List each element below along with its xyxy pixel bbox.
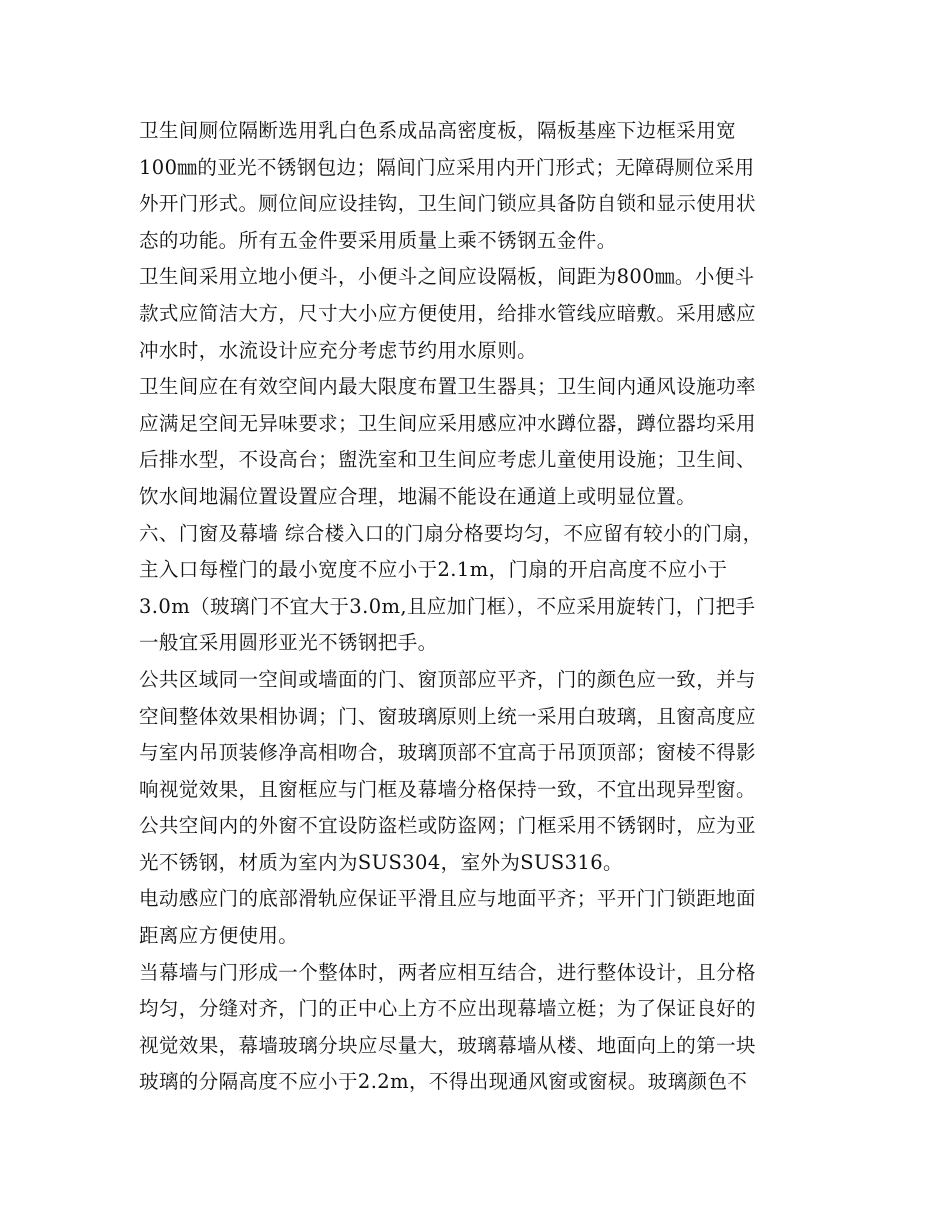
text-line: 距离应方便使用。 xyxy=(139,924,299,948)
text-line: 空间整体效果相协调；门、窗玻璃原则上统一采用白玻璃，且窗高度应 xyxy=(139,704,756,728)
text-line: 公共区域同一空间或墙面的门、窗顶部应平齐，门的颜色应一致，并与 xyxy=(139,667,756,691)
text-line: 光不锈钢，材质为室内为SUS304，室外为SUS316。 xyxy=(139,850,623,874)
text-line: 卫生间采用立地小便斗，小便斗之间应设隔板，间距为800㎜。小便斗 xyxy=(139,265,755,289)
text-line: 卫生间应在有效空间内最大限度布置卫生器具；卫生间内通风设施功率 xyxy=(139,375,756,399)
text-line: 应满足空间无异味要求；卫生间应采用感应冲水蹲位器，蹲位器均采用 xyxy=(139,411,756,435)
text-line: 主入口每樘门的最小宽度不应小于2.1m，门扇的开启高度不应小于 xyxy=(139,558,728,582)
text-line: 冲水时，水流设计应充分考虑节约用水原则。 xyxy=(139,338,538,362)
text-line: 卫生间厕位隔断选用乳白色系成品高密度板，隔板基座下边框采用宽 xyxy=(139,119,737,142)
text-line: 玻璃的分隔高度不应小于2.2m，不得出现通风窗或窗棂。玻璃颜色不 xyxy=(139,1070,748,1094)
text-line: 后排水型，不设高台；盥洗室和卫生间应考虑儿童使用设施；卫生间、 xyxy=(139,448,756,472)
text-line: 外开门形式。厕位间应设挂钩，卫生间门锁应具备防自锁和显示使用状 xyxy=(139,192,756,216)
text-line: 电动感应门的底部滑轨应保证平滑且应与地面平齐；平开门门锁距地面 xyxy=(139,887,756,911)
text-line: 公共空间内的外窗不宜设防盗栏或防盗网；门框采用不锈钢时，应为亚 xyxy=(139,814,756,838)
text-line: 均匀，分缝对齐，门的正中心上方不应出现幕墙立梃；为了保证良好的 xyxy=(139,997,756,1021)
text-line: 一般宜采用圆形亚光不锈钢把手。 xyxy=(139,631,438,655)
text-line: 六、门窗及幕墙 综合楼入口的门扇分格要均匀，不应留有较小的门扇， xyxy=(139,521,763,545)
text-line: 视觉效果，幕墙玻璃分块应尽量大，玻璃幕墙从楼、地面向上的第一块 xyxy=(139,1033,756,1057)
text-line: 当幕墙与门形成一个整体时，两者应相互结合，进行整体设计，且分格 xyxy=(139,960,756,984)
text-line: 100㎜的亚光不锈钢包边；隔间门应采用内开门形式；无障碍厕位采用 xyxy=(139,155,755,179)
text-line: 态的功能。所有五金件要采用质量上乘不锈钢五金件。 xyxy=(139,228,617,252)
text-line: 饮水间地漏位置设置应合理，地漏不能设在通道上或明显位置。 xyxy=(139,484,697,508)
text-line: 款式应简洁大方，尺寸大小应方便使用，给排水管线应暗敷。采用感应 xyxy=(139,301,756,325)
text-line: 响视觉效果，且窗框应与门框及幕墙分格保持一致，不宜出现异型窗。 xyxy=(139,777,756,801)
text-line: 与室内吊顶装修净高相吻合，玻璃顶部不宜高于吊顶顶部；窗棱不得影 xyxy=(139,741,756,765)
text-line: 3.0m（玻璃门不宜大于3.0m,且应加门框），不应采用旋转门，门把手 xyxy=(139,594,756,618)
document-body xyxy=(139,113,829,1101)
